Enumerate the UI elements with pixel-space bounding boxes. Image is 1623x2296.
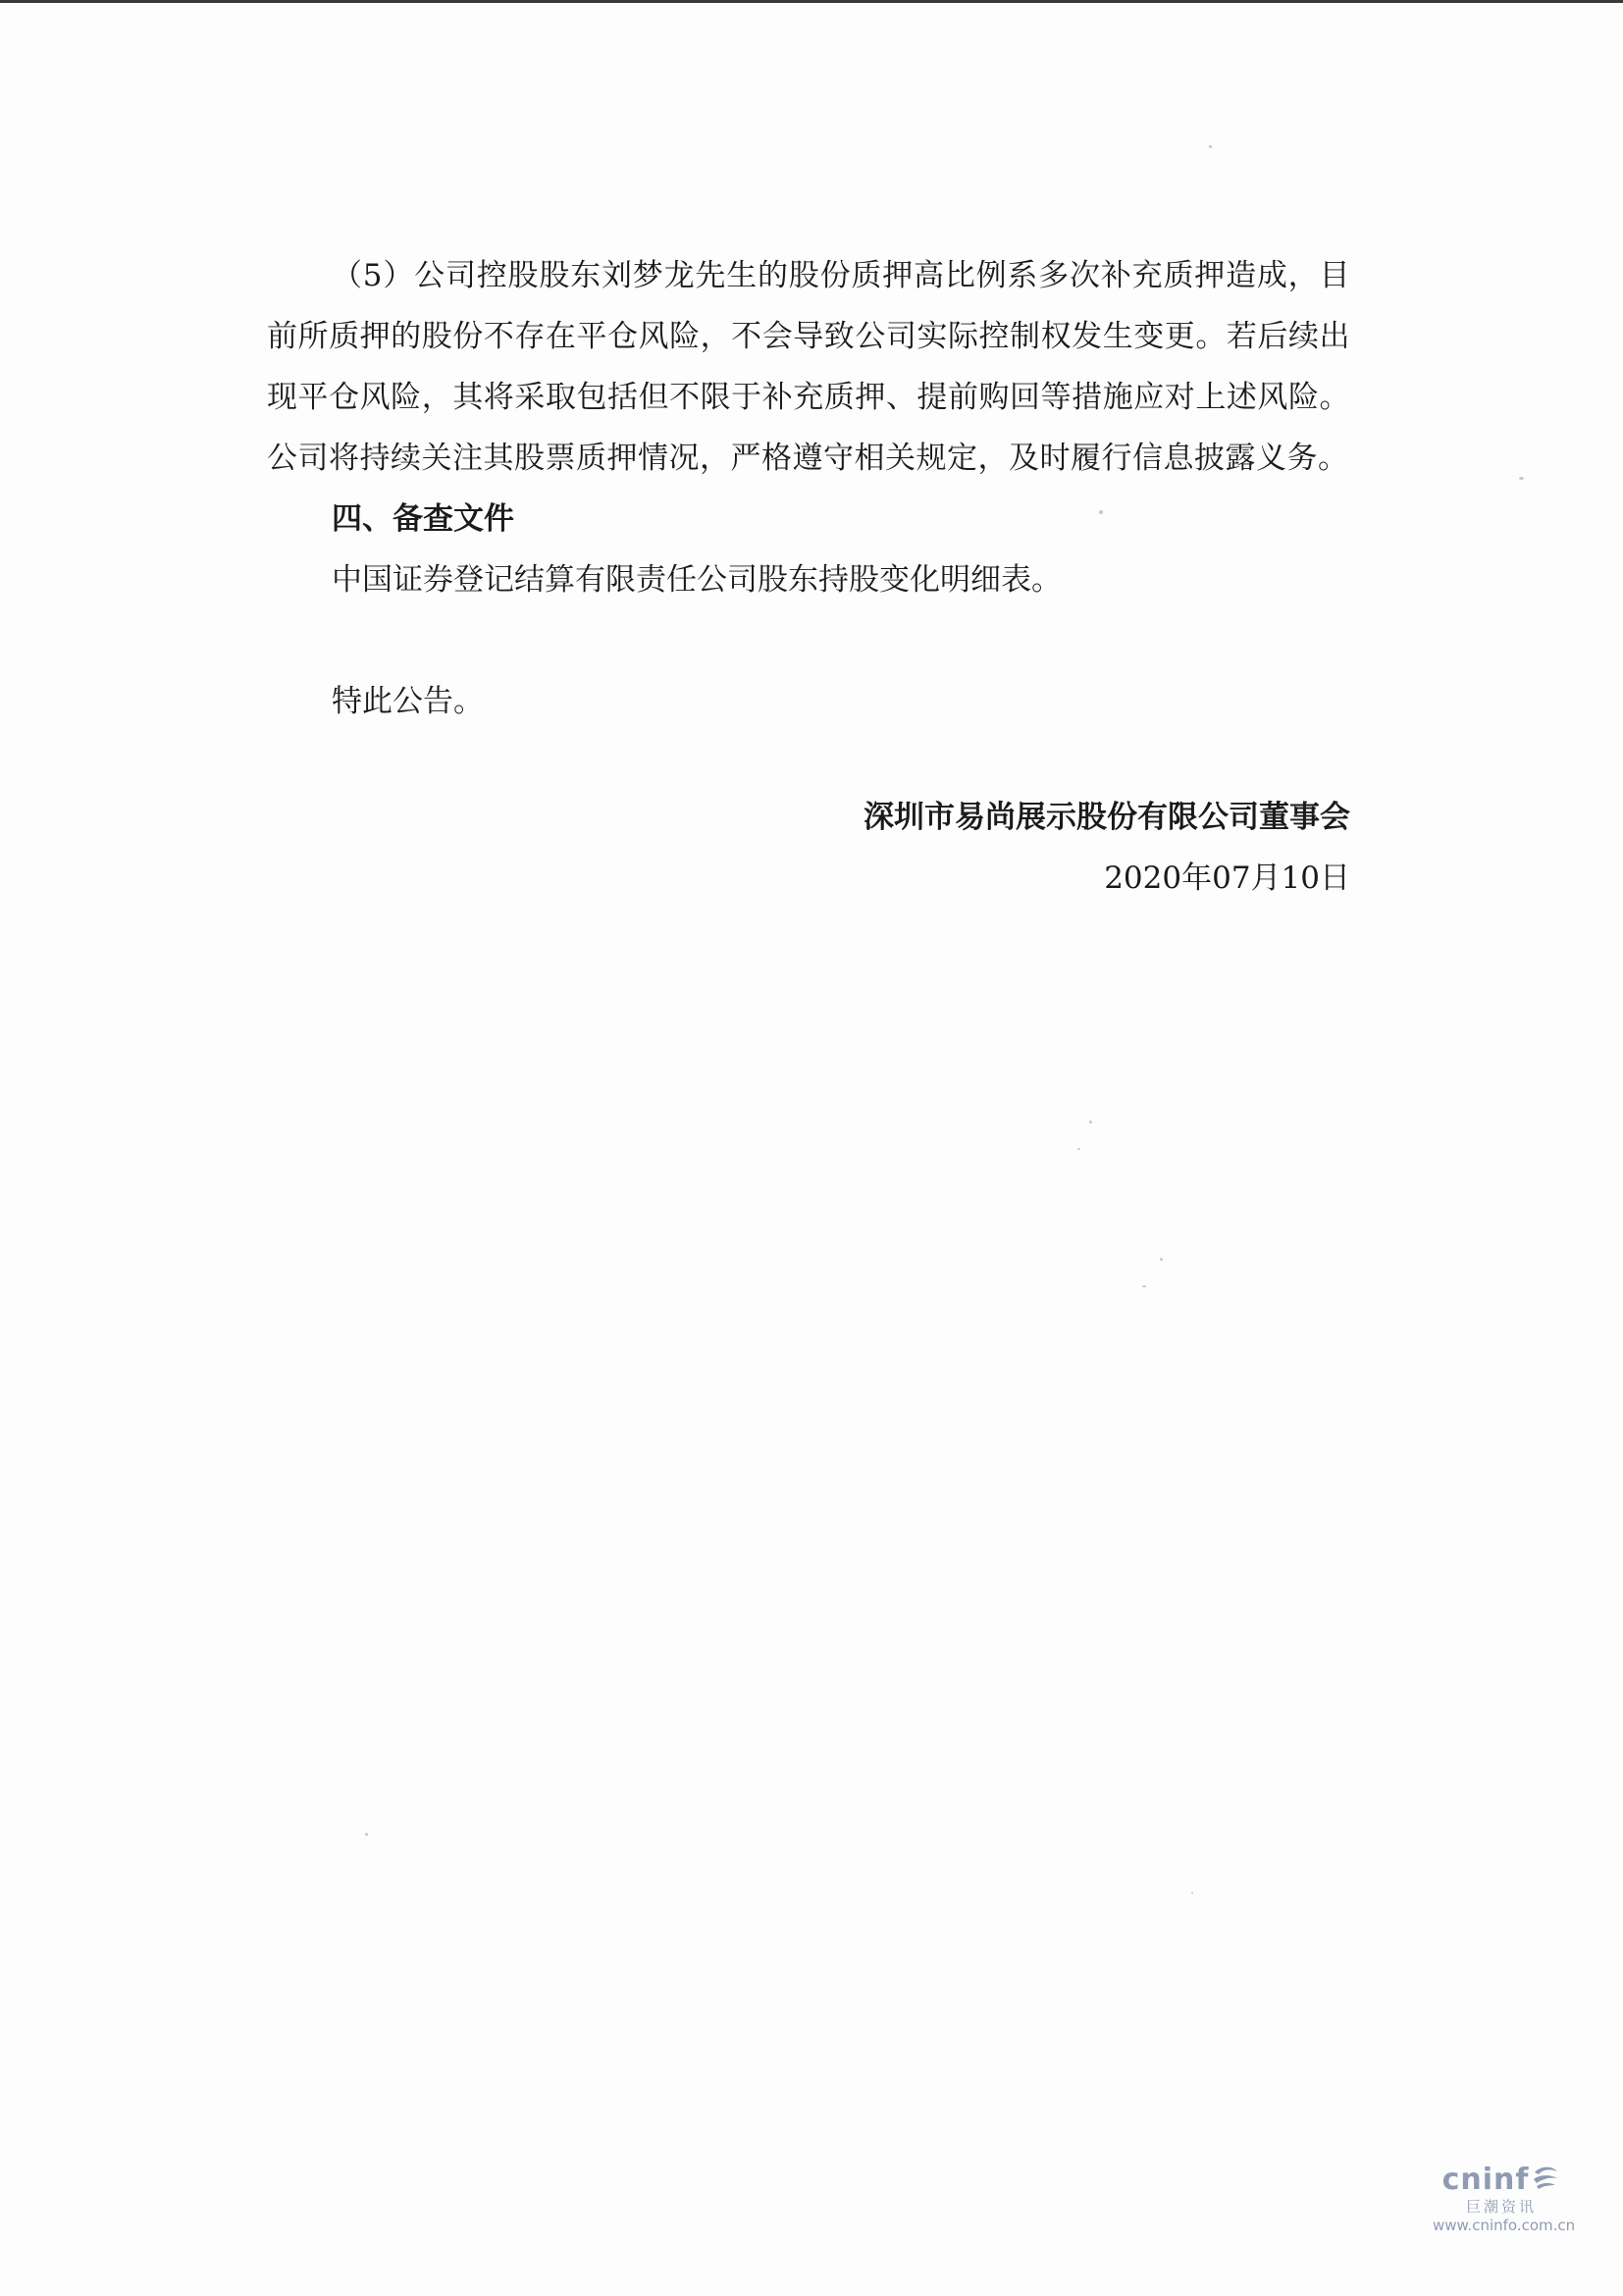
cninfo-chinese-name: 巨潮资讯 — [1465, 2197, 1537, 2216]
scan-speck — [1519, 477, 1524, 480]
scan-speck — [1142, 1285, 1146, 1287]
closing-statement: 特此公告。 — [332, 684, 484, 719]
cninfo-brand — [1433, 2164, 1570, 2198]
scan-speck — [1209, 145, 1212, 148]
cninfo-swirl-icon — [1531, 2165, 1560, 2198]
announcement-body — [267, 245, 1350, 909]
section-heading-reference-files: 四、备查文件 — [332, 501, 514, 537]
cninfo-brand-text: cninf — [1441, 2163, 1530, 2197]
scan-speck — [1191, 1892, 1193, 1894]
scan-speck — [365, 1833, 368, 1836]
scan-speck — [1077, 1148, 1080, 1150]
cninfo-watermark-logo — [1433, 2163, 1576, 2271]
signatory-board: 深圳市易尚展示股份有限公司董事会 — [864, 800, 1350, 835]
scan-speck — [1160, 1258, 1163, 1261]
top-scan-border — [0, 0, 1623, 3]
announcement-date: 2020年07月10日 — [1104, 861, 1350, 896]
scan-speck — [1099, 510, 1103, 514]
scan-speck — [1089, 1121, 1092, 1123]
paragraph-item-5: （5）公司控股股东刘梦龙先生的股份质押高比例系多次补充质押造成，目前所质押的股份不存在平仓风险，不会导致公司实际控制权发生变更。若后续出现平仓风险，其将采取包括但不限于补充质押、提前购回等措施应对上述风险。公司将持续关注其股票质押情况，严格遵守相关规定，及时履行信息披露义务。 — [267, 258, 1350, 476]
reference-file-item: 中国证券登记结算有限责任公司股东持股变化明细表。 — [332, 562, 1062, 598]
cninfo-url: www.cninfo.com.cn — [1433, 2216, 1576, 2234]
